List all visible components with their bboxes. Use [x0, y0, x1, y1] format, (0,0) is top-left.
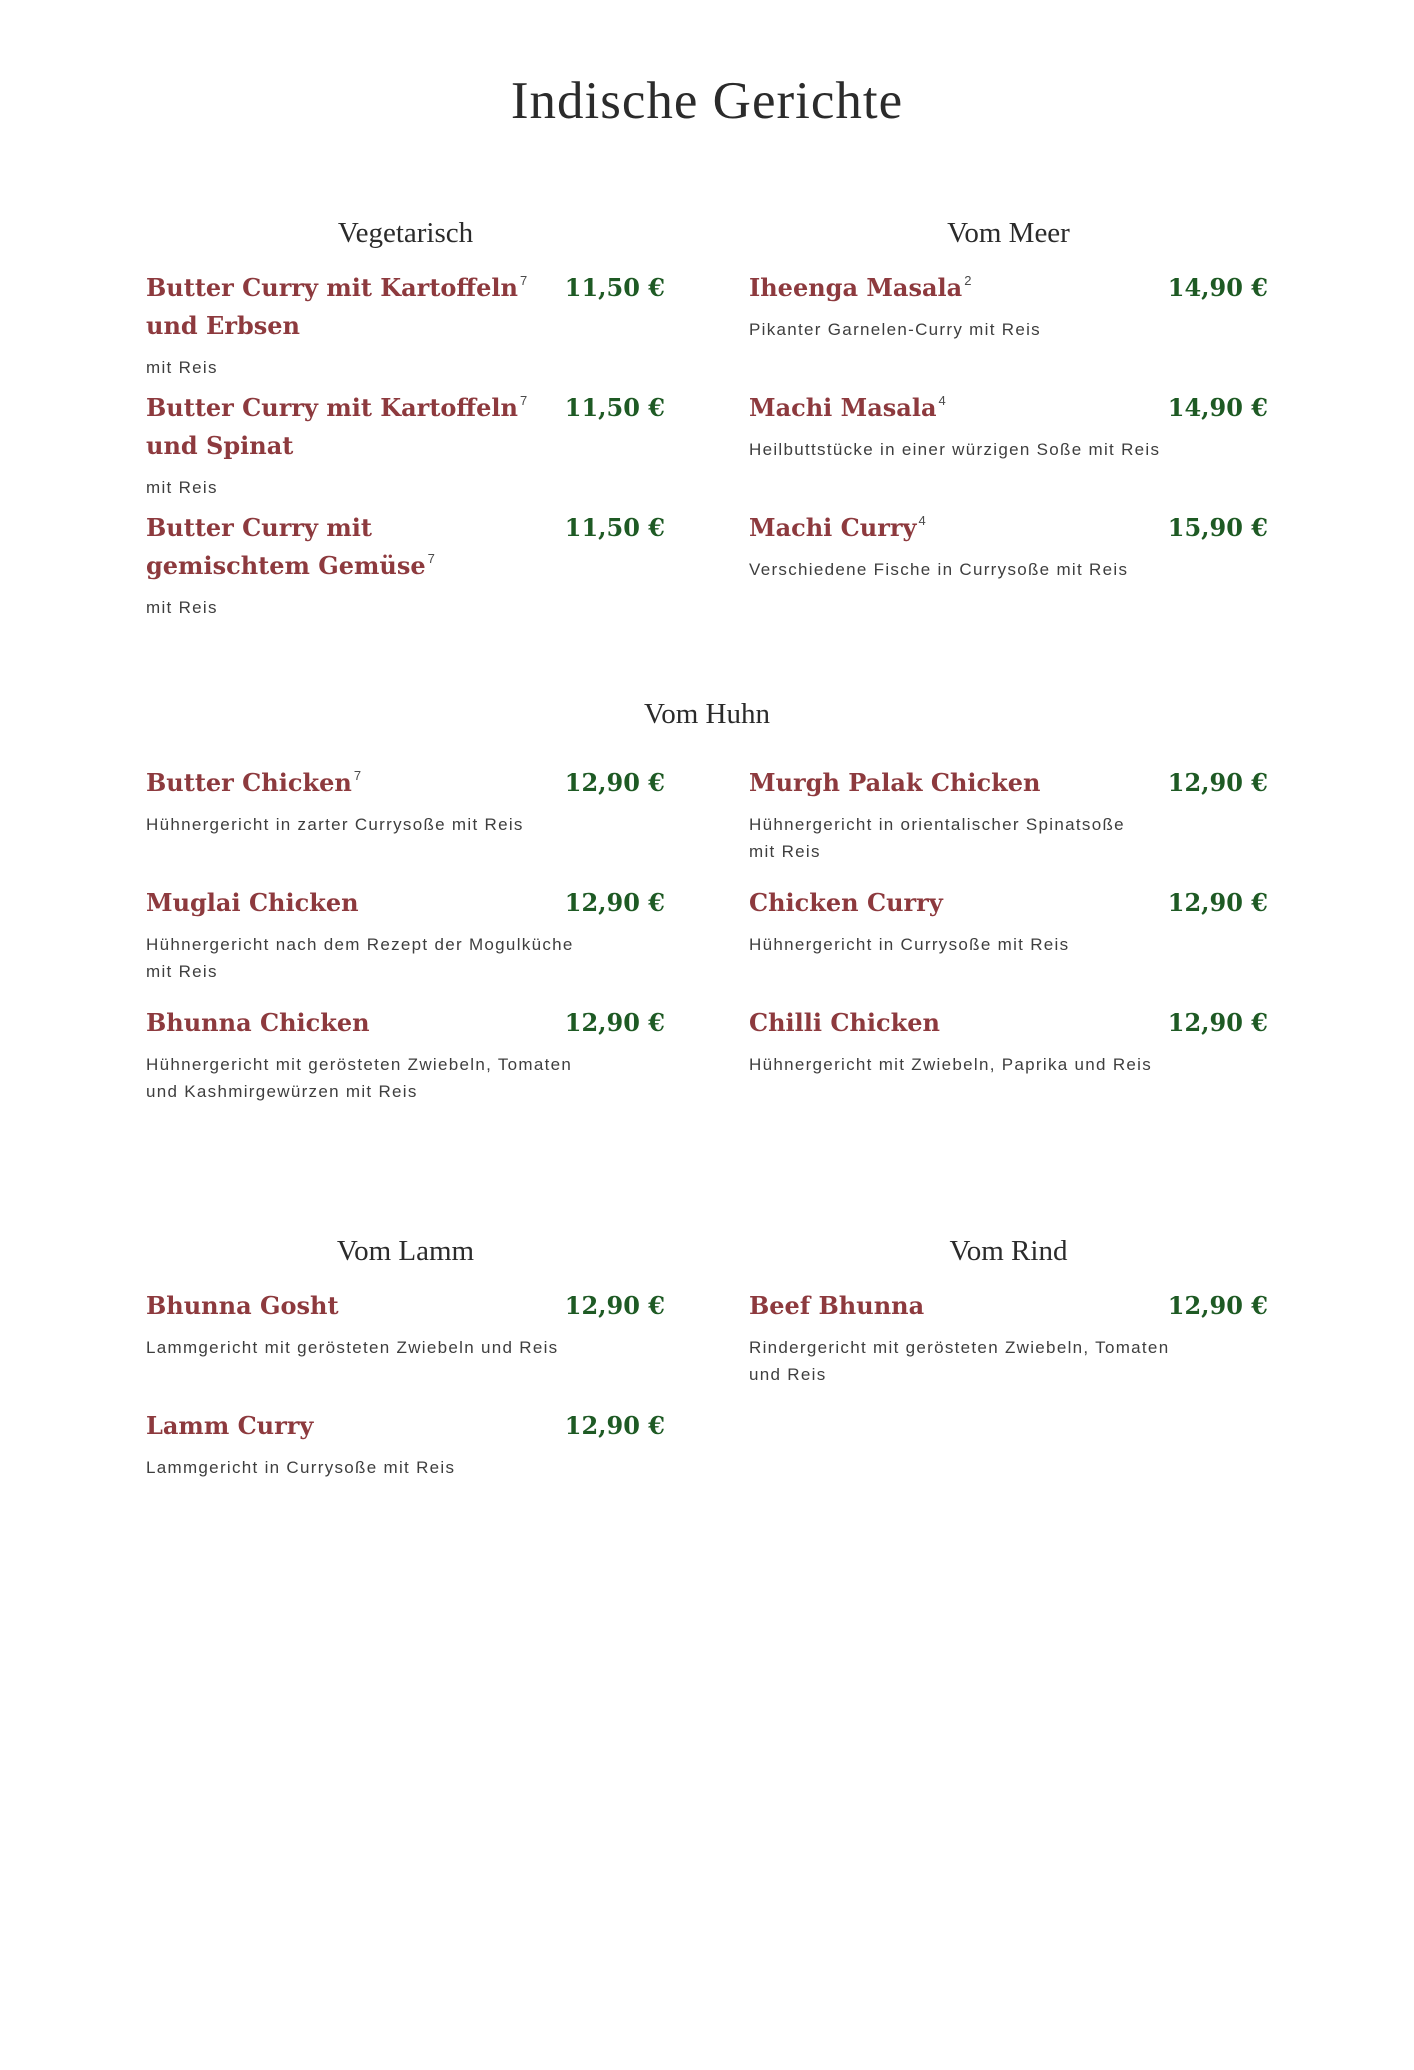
- dish-name: [146, 389, 541, 465]
- dish-name-line: [146, 1407, 541, 1445]
- dish-price: 12,90 €: [564, 1411, 665, 1441]
- dish-name-text: und Spinat: [146, 430, 294, 460]
- dish-price: 12,90 €: [564, 1007, 665, 1037]
- dish-description: [146, 594, 665, 621]
- menu-item-header: [749, 389, 1268, 427]
- allergen-reference: 4: [938, 392, 946, 408]
- menu-item: [146, 884, 665, 1004]
- dish-name-text: Butter Curry mit Kartoffeln: [146, 272, 518, 302]
- section-columns: [146, 1232, 1268, 1527]
- dish-description: [146, 474, 665, 501]
- dish-description: [749, 931, 1268, 958]
- menu-item: [749, 1287, 1268, 1407]
- dish-description-line: Heilbuttstücke in einer würzigen Soße mit Reis: [749, 439, 1161, 459]
- dish-description-line: Verschiedene Fische in Currysoße mit Reis: [749, 559, 1129, 579]
- menu-item: [146, 764, 665, 884]
- page-title: Indische Gerichte: [510, 72, 904, 130]
- dish-name-text: Muglai Chicken: [146, 887, 359, 917]
- dish-price: 14,90 €: [1167, 392, 1268, 422]
- dish-description-line: Hühnergericht mit gerösteten Zwiebeln, Tomaten: [146, 1054, 573, 1074]
- dish-description-line: Hühnergericht mit Zwiebeln, Paprika und Reis: [749, 1054, 1153, 1074]
- dish-name-line: [146, 1287, 541, 1325]
- dish-name-line: [146, 307, 541, 345]
- menu-sections: [146, 214, 1268, 1527]
- dish-name-text: Machi Curry: [749, 512, 917, 542]
- dish-description-line: Hühnergericht in orientalischer Spinatsoße: [749, 814, 1125, 834]
- menu-item: [749, 1004, 1268, 1124]
- menu-item-header: [749, 269, 1268, 307]
- dish-name-text: Bhunna Gosht: [146, 1291, 339, 1321]
- dish-price: 12,90 €: [1167, 1291, 1268, 1321]
- dish-name: [146, 1407, 541, 1445]
- dish-description: [146, 1334, 665, 1361]
- dish-name-line: [749, 1287, 1144, 1325]
- dish-price: 12,90 €: [564, 1291, 665, 1321]
- dish-name: [749, 884, 1144, 922]
- dish-price: 11,50 €: [564, 512, 665, 542]
- dish-name-line: [749, 269, 1144, 307]
- dish-name-line: [749, 764, 1144, 802]
- dish-name-line: [749, 1004, 1144, 1042]
- dish-name-text: gemischtem Gemüse: [146, 550, 426, 580]
- dish-name-text: Chicken Curry: [749, 887, 943, 917]
- dish-name-text: Iheenga Masala: [749, 272, 963, 302]
- dish-name-line: [749, 509, 1144, 547]
- dish-name: [749, 764, 1144, 802]
- dish-name-line: [146, 1004, 541, 1042]
- menu-item-header: [749, 509, 1268, 547]
- menu-item-header: [146, 1287, 665, 1325]
- dish-price: 12,90 €: [564, 767, 665, 797]
- dish-name-line: [146, 269, 541, 307]
- dish-name: [146, 1004, 541, 1042]
- dish-description-line: Lammgericht mit gerösteten Zwiebeln und Reis: [146, 1338, 559, 1358]
- menu-column: [146, 214, 665, 629]
- dish-name-text: Beef Bhunna: [749, 1291, 925, 1321]
- section-heading: Vom Rind: [949, 1234, 1068, 1267]
- dish-description-line: Hühnergericht nach dem Rezept der Mogulküche: [146, 934, 574, 954]
- menu-item: [146, 1004, 665, 1124]
- dish-name-line: [146, 764, 541, 802]
- dish-description: [749, 1334, 1268, 1388]
- dish-description-line: Rindergericht mit gerösteten Zwiebeln, Tomaten: [749, 1338, 1170, 1358]
- allergen-reference: 7: [519, 392, 528, 408]
- dish-price: 12,90 €: [1167, 767, 1268, 797]
- dish-description-line: Hühnergericht in zarter Currysoße mit Reis: [146, 814, 524, 834]
- section-heading: Vegetarisch: [337, 216, 474, 249]
- dish-name-text: Butter Chicken: [146, 767, 352, 797]
- menu-column: [749, 214, 1268, 629]
- menu-column: [146, 764, 665, 1124]
- menu-item: [146, 1287, 665, 1407]
- dish-description-line: und Reis: [749, 1365, 827, 1385]
- dish-price: 12,90 €: [1167, 1007, 1268, 1037]
- menu-page: [0, 70, 1414, 2070]
- dish-name-text: Chilli Chicken: [749, 1007, 941, 1037]
- menu-section: [146, 1232, 1268, 1527]
- menu-column: [146, 1232, 665, 1527]
- dish-name: [146, 509, 541, 585]
- dish-name-text: Murgh Palak Chicken: [749, 767, 1041, 797]
- dish-name: [749, 509, 1144, 547]
- dish-name-text: und Erbsen: [146, 310, 300, 340]
- menu-item-header: [749, 1287, 1268, 1325]
- menu-section: [146, 214, 1268, 629]
- section-columns: [146, 764, 1268, 1124]
- dish-name: [749, 389, 1144, 427]
- dish-description: [146, 1051, 665, 1105]
- menu-section: [146, 695, 1268, 1124]
- dish-name: [146, 1287, 541, 1325]
- allergen-reference: 2: [964, 272, 972, 288]
- menu-item-header: [749, 1004, 1268, 1042]
- dish-name-text: Machi Masala: [749, 392, 937, 422]
- dish-name-text: Bhunna Chicken: [146, 1007, 370, 1037]
- dish-name-text: Butter Curry mit: [146, 512, 372, 542]
- dish-description-line: Pikanter Garnelen-Curry mit Reis: [749, 319, 1041, 339]
- dish-description-line: mit Reis: [146, 597, 218, 617]
- dish-name: [749, 1004, 1144, 1042]
- dish-name-text: Butter Curry mit Kartoffeln: [146, 392, 518, 422]
- dish-description: [749, 556, 1268, 583]
- dish-name-line: [146, 389, 541, 427]
- allergen-reference: 7: [353, 767, 362, 783]
- dish-price: 11,50 €: [564, 392, 665, 422]
- menu-item: [146, 389, 665, 509]
- dish-name-line: [749, 884, 1144, 922]
- menu-item: [146, 509, 665, 629]
- menu-item: [146, 269, 665, 389]
- section-heading: Vom Meer: [947, 216, 1070, 249]
- dish-name: [146, 884, 541, 922]
- dish-name-text: Lamm Curry: [146, 1411, 314, 1441]
- dish-description-line: Hühnergericht in Currysoße mit Reis: [749, 934, 1070, 954]
- menu-column: [749, 764, 1268, 1124]
- menu-item-header: [146, 1004, 665, 1042]
- menu-item: [146, 1407, 665, 1527]
- menu-item-header: [146, 269, 665, 345]
- menu-item-header: [749, 764, 1268, 802]
- menu-item-header: [146, 509, 665, 585]
- dish-description-line: Lammgericht in Currysoße mit Reis: [146, 1458, 456, 1478]
- menu-item-header: [146, 884, 665, 922]
- dish-description-line: mit Reis: [146, 961, 218, 981]
- dish-description-line: mit Reis: [749, 841, 821, 861]
- dish-description: [749, 811, 1268, 865]
- dish-name-line: [146, 509, 541, 547]
- dish-price: 12,90 €: [1167, 887, 1268, 917]
- dish-description: [749, 316, 1268, 343]
- section-heading: Vom Huhn: [644, 697, 770, 730]
- dish-price: 11,50 €: [564, 272, 665, 302]
- allergen-reference: 7: [519, 272, 528, 288]
- menu-column: [749, 1232, 1268, 1407]
- dish-name: [146, 269, 541, 345]
- dish-name-line: [146, 427, 541, 465]
- menu-item: [749, 884, 1268, 1004]
- dish-name: [146, 764, 541, 802]
- menu-item: [749, 764, 1268, 884]
- dish-name-line: [146, 547, 541, 585]
- section-heading: Vom Lamm: [336, 1234, 475, 1267]
- dish-description: [146, 354, 665, 381]
- menu-item-header: [146, 764, 665, 802]
- dish-description: [749, 436, 1268, 463]
- menu-item: [749, 269, 1268, 389]
- dish-description-line: mit Reis: [146, 357, 218, 377]
- dish-description-line: und Kashmirgewürzen mit Reis: [146, 1081, 418, 1101]
- dish-description: [749, 1051, 1268, 1078]
- allergen-reference: 7: [427, 550, 435, 566]
- dish-description: [146, 931, 665, 985]
- dish-price: 15,90 €: [1167, 512, 1268, 542]
- dish-description: [146, 811, 665, 838]
- dish-price: 12,90 €: [564, 887, 665, 917]
- dish-description-line: mit Reis: [146, 477, 218, 497]
- dish-name: [749, 269, 1144, 307]
- menu-item-header: [146, 389, 665, 465]
- dish-description: [146, 1454, 665, 1481]
- dish-price: 14,90 €: [1167, 272, 1268, 302]
- menu-item-header: [749, 884, 1268, 922]
- menu-item: [749, 509, 1268, 629]
- allergen-reference: 4: [918, 512, 926, 528]
- dish-name-line: [749, 389, 1144, 427]
- section-columns: [146, 214, 1268, 629]
- dish-name: [749, 1287, 1144, 1325]
- dish-name-line: [146, 884, 541, 922]
- menu-item-header: [146, 1407, 665, 1445]
- menu-item: [749, 389, 1268, 509]
